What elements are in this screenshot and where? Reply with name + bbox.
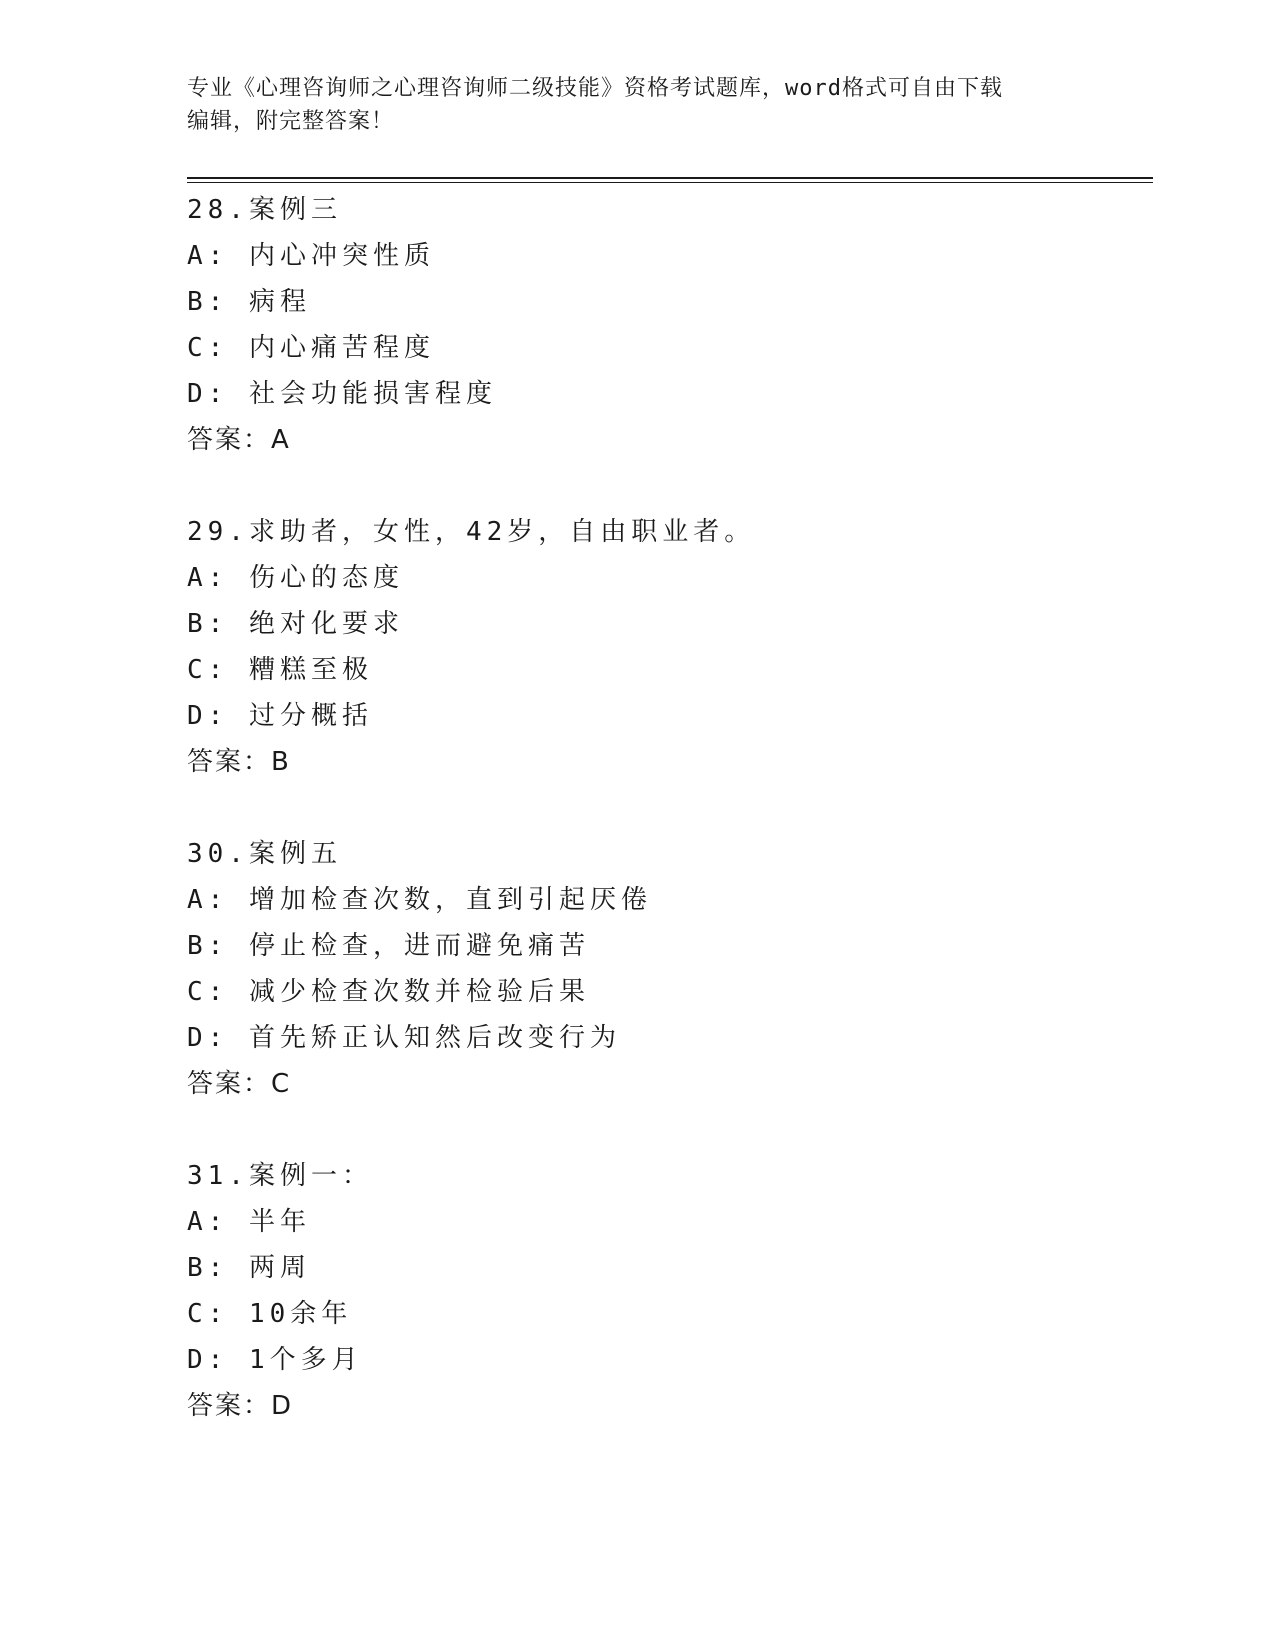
document-header (187, 72, 1067, 138)
option-a: A: 伤心的态度 (187, 563, 404, 593)
option-a: A: 内心冲突性质 (187, 241, 435, 271)
option-b: B: 两周 (187, 1253, 311, 1283)
option-a: A: 增加检查次数，直到引起厌倦 (187, 885, 652, 915)
header-divider-thick (187, 177, 1153, 179)
option-d: D: 过分概括 (187, 701, 373, 731)
option-d: D: 首先矫正认知然后改变行为 (187, 1023, 621, 1053)
option-b: B: 病程 (187, 287, 311, 317)
option-a: A: 半年 (187, 1207, 311, 1237)
option-b: B: 停止检查，进而避免痛苦 (187, 931, 590, 961)
question-31 (187, 1153, 1147, 1429)
option-c: C: 内心痛苦程度 (187, 333, 435, 363)
answer-line: 答案：B (187, 747, 291, 777)
option-d: D: 1个多月 (187, 1345, 363, 1375)
answer-line: 答案：A (187, 425, 291, 455)
question-29 (187, 509, 1147, 785)
answer-line: 答案：D (187, 1391, 294, 1421)
option-c: C: 糟糕至极 (187, 655, 373, 685)
question-stem: 29.求助者，女性，42岁，自由职业者。 (187, 517, 756, 547)
question-list (187, 187, 1147, 1475)
option-c: C: 10余年 (187, 1299, 353, 1329)
question-28 (187, 187, 1147, 463)
question-stem: 31.案例一： (187, 1161, 373, 1191)
header-line-1: 专业《心理咨询师之心理咨询师二级技能》资格考试题库，word格式可自由下载 (187, 76, 1003, 101)
option-b: B: 绝对化要求 (187, 609, 404, 639)
question-stem: 30.案例五 (187, 839, 342, 869)
answer-line: 答案：C (187, 1069, 292, 1099)
header-line-2: 编辑，附完整答案！ (187, 109, 395, 134)
option-d: D: 社会功能损害程度 (187, 379, 497, 409)
question-stem: 28.案例三 (187, 195, 342, 225)
option-c: C: 减少检查次数并检验后果 (187, 977, 590, 1007)
question-30 (187, 831, 1147, 1107)
header-divider-thin (187, 182, 1153, 183)
